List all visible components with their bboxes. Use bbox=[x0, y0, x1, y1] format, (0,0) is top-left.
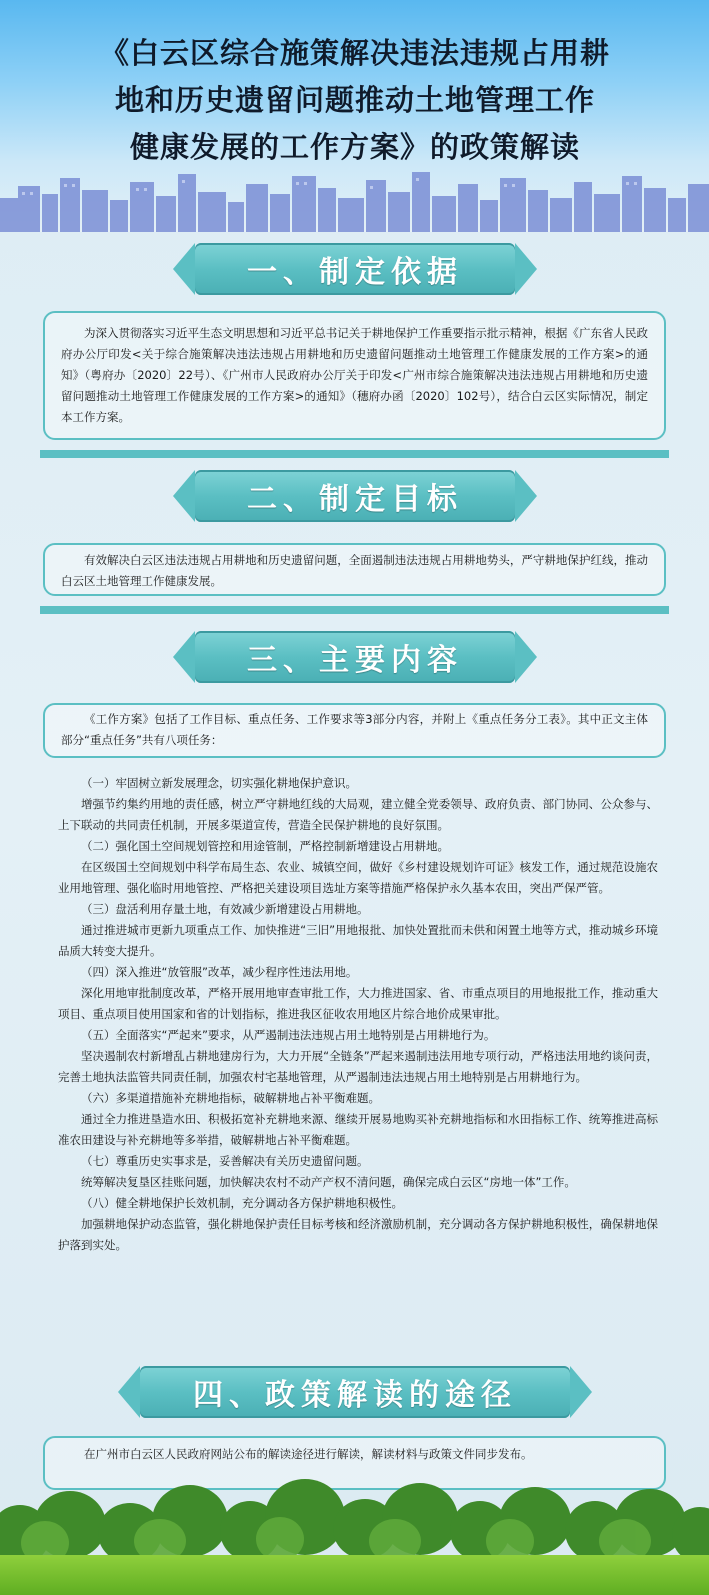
task-heading: （六）多渠道措施补充耕地指标，破解耕地占补平衡难题。 bbox=[81, 1091, 380, 1105]
section-3-banner bbox=[195, 631, 515, 683]
task-detail: 统筹解决复垦区挂账问题，加快解决农村不动产产权不清问题，确保完成白云区“房地一体”工作。 bbox=[81, 1175, 576, 1189]
task-detail: 加强耕地保护动态监管，强化耕地保护责任目标考核和经济激励机制，充分调动各方保护耕地积极性，确保耕地保护落到实处。 bbox=[58, 1217, 658, 1252]
task-heading: （八）健全耕地保护长效机制，充分调动各方保护耕地积极性。 bbox=[81, 1196, 403, 1210]
task-detail: 深化用地审批制度改革，严格开展用地审查审批工作，大力推进国家、省、市重点项目的用地报批工作，推动重大项目、重点项目使用国家和省的计划指标，推进我区征收农用地区片综合地价成果审批。 bbox=[58, 986, 658, 1021]
section-2-heading: 二、制定目标 bbox=[247, 482, 463, 517]
section-3-task-list bbox=[58, 773, 658, 1256]
page-title-line-2: 地和历史遗留问题推动土地管理工作 bbox=[114, 83, 595, 117]
task-detail: 增强节约集约用地的责任感，树立严守耕地红线的大局观，建立健全党委领导、政府负责、部门协同、公众参与、上下联动的共同责任机制，开展多渠道宣传，营造全民保护耕地的良好氛围。 bbox=[58, 797, 658, 832]
task-detail: 坚决遏制农村新增乱占耕地建房行为，大力开展“全链条”严起来遏制违法用地专项行动，严格违法用地约谈问责，完善土地执法监管共同责任制，加强农村宅基地管理，从严遏制违法违规占用土地特别是占用耕地行为。 bbox=[58, 1049, 658, 1084]
city-skyline-illustration bbox=[0, 168, 709, 232]
section-2-box bbox=[43, 543, 666, 596]
section-2-paragraph: 有效解决白云区违法违规占用耕地和历史遗留问题，全面遏制违法违规占用耕地势头，严守耕地保护红线，推动白云区土地管理工作健康发展。 bbox=[61, 553, 648, 588]
section-1-banner bbox=[195, 243, 515, 295]
task-detail: 在区级国土空间规划中科学布局生态、农业、城镇空间，做好《乡村建设规划许可证》核发工作，通过规范设施农业用地管理、强化临时用地管控、严格把关建设项目选址方案等措施严格保护永久基本农田，突出严保严管。 bbox=[58, 860, 658, 895]
section-4-heading: 四、政策解读的途径 bbox=[193, 1378, 517, 1413]
header-banner bbox=[0, 0, 709, 232]
task-heading: （三）盘活利用存量土地，有效减少新增建设占用耕地。 bbox=[81, 902, 369, 916]
section-4-banner bbox=[140, 1366, 570, 1418]
section-1-paragraph: 为深入贯彻落实习近平生态文明思想和习近平总书记关于耕地保护工作重要指示批示精神，根据《广东省人民政府办公厅印发<关于综合施策解决违法违规占用耕地和历史遗留问题推动土地管理工作健康发展的工作方案>的通知》（粤府办〔2020〕22号）、《广州市人民政府办公厅关于印发<广州市综合施策解决违法违规占用耕地和历史遗留问题推动土地管理工作健康发展的工作方案>的通知》（穗府办函〔2020〕102号），结合白云区实际情况，制定本工作方案。 bbox=[61, 326, 648, 424]
divider bbox=[40, 606, 669, 614]
section-4-paragraph: 在广州市白云区人民政府网站公布的解读途径进行解读，解读材料与政策文件同步发布。 bbox=[84, 1447, 533, 1461]
page-title-line-1: 《白云区综合施策解决违法违规占用耕 bbox=[99, 36, 610, 70]
task-heading: （二）强化国土空间规划管控和用途管制，严格控制新增建设占用耕地。 bbox=[81, 839, 449, 853]
tree-landscape-illustration bbox=[0, 1455, 709, 1595]
divider bbox=[40, 450, 669, 458]
task-detail: 通过推进城市更新九项重点工作、加快推进“三旧”用地报批、加快处置批而未供和闲置土地等方式，推动城乡环境品质大转变大提升。 bbox=[58, 923, 658, 958]
task-detail: 通过全力推进垦造水田、积极拓宽补充耕地来源、继续开展易地购买补充耕地指标和水田指标工作、统筹推进高标准农田建设与补充耕地等多举措，破解耕地占补平衡难题。 bbox=[58, 1112, 658, 1147]
task-heading: （一）牢固树立新发展理念，切实强化耕地保护意识。 bbox=[81, 776, 357, 790]
task-heading: （五）全面落实“严起来”要求，从严遏制违法违规占用土地特别是占用耕地行为。 bbox=[81, 1028, 496, 1042]
task-heading: （四）深入推进“放管服”改革，减少程序性违法用地。 bbox=[81, 965, 358, 979]
section-3-intro-box bbox=[43, 703, 666, 758]
section-3-heading: 三、主要内容 bbox=[247, 643, 463, 678]
task-heading: （七）尊重历史实事求是，妥善解决有关历史遗留问题。 bbox=[81, 1154, 369, 1168]
page-title-line-3: 健康发展的工作方案》的政策解读 bbox=[129, 130, 580, 164]
section-1-box bbox=[43, 311, 666, 440]
page-title bbox=[40, 30, 670, 171]
section-3-intro: 《工作方案》包括了工作目标、重点任务、工作要求等3部分内容，并附上《重点任务分工表》。其中正文主体部分“重点任务”共有八项任务： bbox=[61, 712, 648, 747]
section-2-banner bbox=[195, 470, 515, 522]
section-1-heading: 一、制定依据 bbox=[247, 255, 463, 290]
